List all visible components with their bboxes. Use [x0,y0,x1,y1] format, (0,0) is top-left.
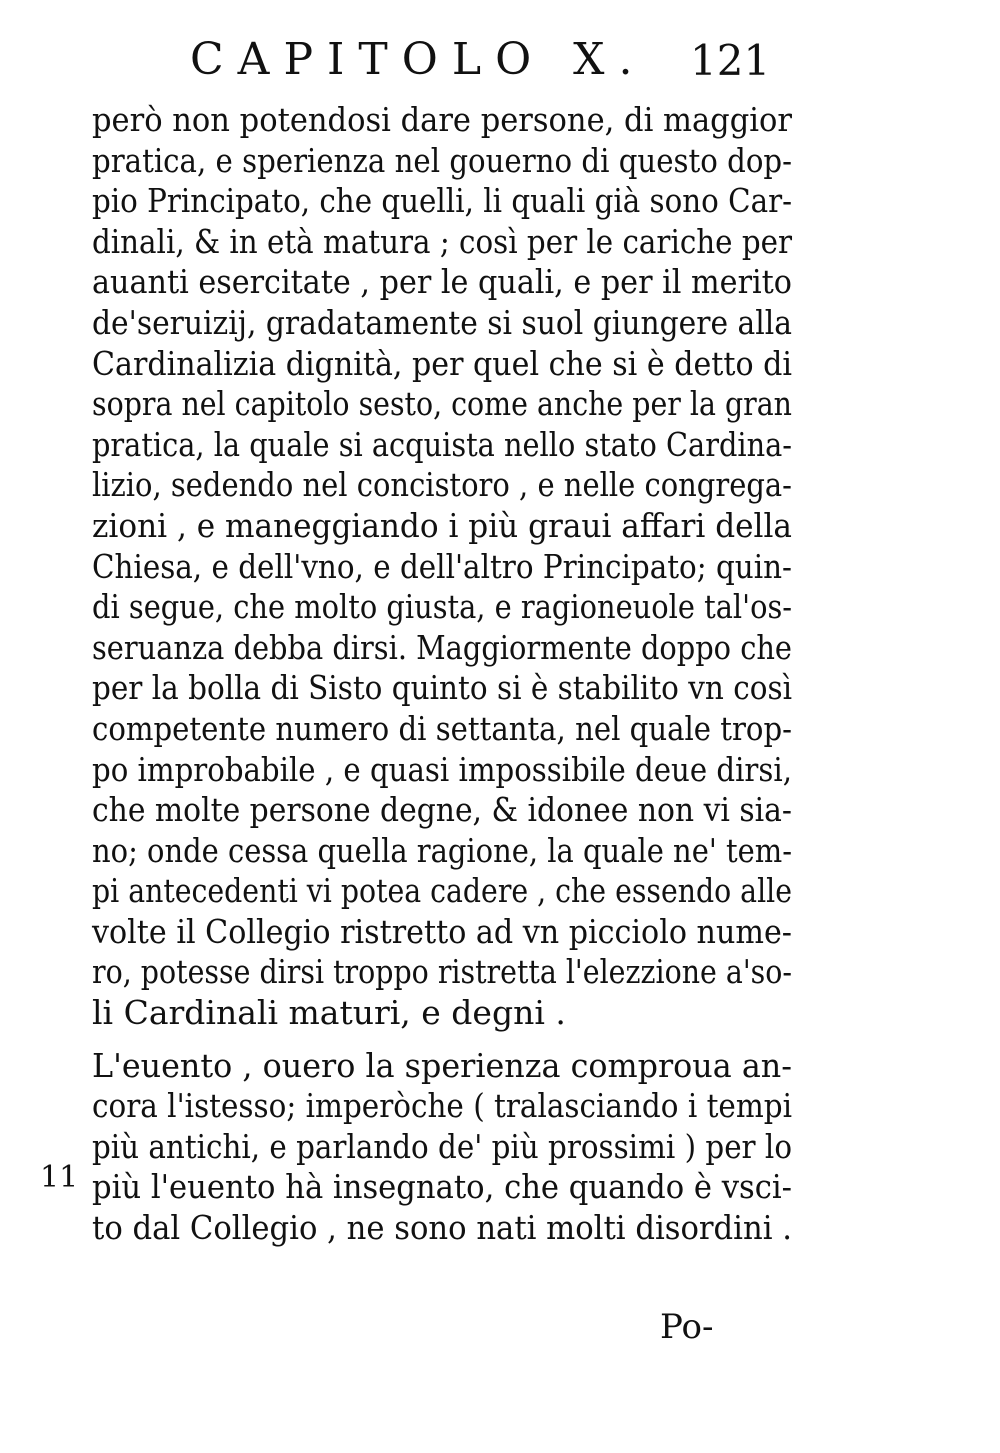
text-line: pratica, e sperienza nel gouerno di questo dop- [92,140,792,180]
text-line: auanti esercitate , per le quali, e per il merito [92,262,792,302]
margin-note: 11 [40,1160,79,1195]
page-number: 121 [690,36,771,85]
text-line: volte il Collegio ristretto ad vn picciolo nume- [92,911,792,951]
text-line: de'seruizij, gradatamente si suol giungere alla [92,302,793,342]
text-line: ro, potesse dirsi troppo ristretta l'elezzione a'so- [92,952,793,992]
text-line: competente numero di settanta, nel quale trop- [92,708,792,748]
text-line: dinali, & in età matura ; così per le cariche per [92,221,793,261]
text-line: seruanza debba dirsi. Maggiormente doppo che [92,627,792,667]
text-line: pio Principato, che quelli, li quali già sono Car- [92,181,793,221]
text-line: però non potendosi dare persone, di maggior [92,100,792,139]
chapter-title: CAPITOLO X. [190,34,647,85]
text-line: po improbabile , e quasi impossibile deue dirsi, [92,749,793,789]
text-line: sopra nel capitolo sesto, come anche per la gran [92,384,792,424]
paragraph-2 [92,1046,792,1249]
paragraph-1 [92,100,792,1034]
text-line: di segue, che molto giusta, e ragioneuole tal'os- [92,587,793,627]
paragraph-gap [92,1034,792,1046]
body-text [92,100,792,1249]
text-line: zioni , e maneggiando i più graui affari della [92,505,792,545]
text-line: cora l'istesso; imperòche ( tralasciando i tempi [92,1086,793,1126]
text-line: per la bolla di Sisto quinto si è stabilito vn così [92,668,793,708]
text-line: lizio, sedendo nel concistoro , e nelle congrega- [92,465,792,505]
text-line: pi antecedenti vi potea cadere , che essendo alle [92,871,792,911]
text-line: che molte persone degne, & idonee non vi sia- [92,790,792,830]
text-line: più antichi, e parlando de' più prossimi ) per lo [92,1126,793,1166]
text-line: li Cardinali maturi, e degni . [92,993,566,1033]
text-line: più l'euento hà insegnato, che quando è vsci- [92,1167,793,1207]
text-line: Chiesa, e dell'vno, e dell'altro Principato; quin- [92,546,792,586]
running-head [0,0,1000,100]
text-line: pratica, la quale si acquista nello stato Cardina- [92,424,793,464]
text-line: L'euento , ouero la sperienza comproua an- [92,1045,792,1085]
text-line: no; onde cessa quella ragione, la quale ne' tem- [92,830,793,870]
text-line: Cardinalizia dignità, per quel che si è detto di [92,343,793,383]
catchword: Po- [660,1307,714,1347]
text-line: to dal Collegio , ne sono nati molti disordini . [92,1208,793,1248]
